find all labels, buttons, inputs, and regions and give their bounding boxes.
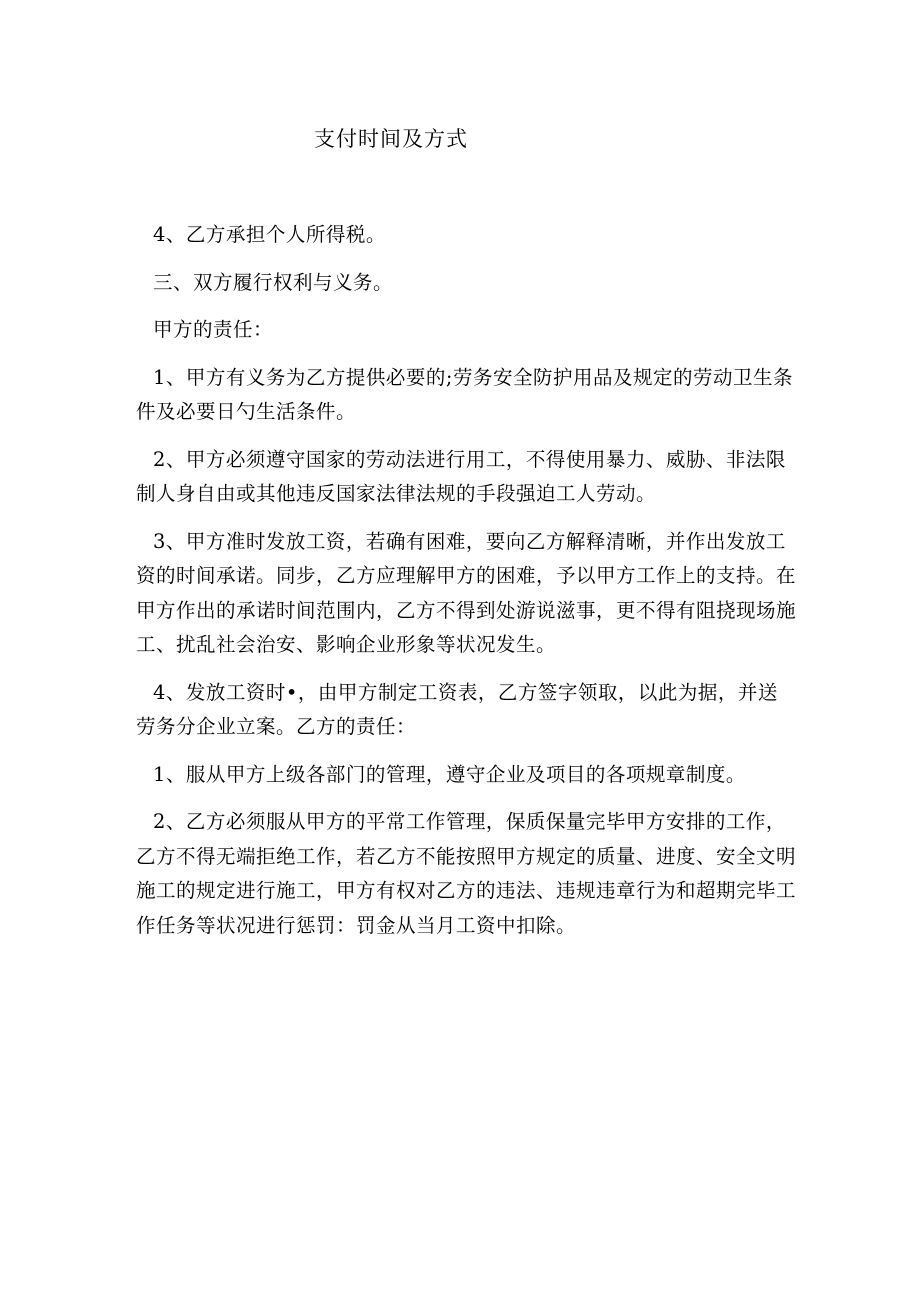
paragraph-party-a-duty-2: 2、甲方必须遵守国家的劳动法进行用工，不得使用暴力、威胁、非法限制人身自由或其他违反国家法律法规的手段强迫工人劳动。 bbox=[136, 447, 786, 505]
paragraph-party-b-duty-2: 2、乙方必须服从甲方的平常工作管理，保质保量完毕甲方安排的工作，乙方不得无端拒绝工作，若乙方不能按照甲方规定的质量、进度、安全文明施工的规定进行施工，甲方有权对乙方的违法、违规违章行为和超期完毕工作任务等状况进行惩罚：罚金从当月工资中扣除。 bbox=[136, 810, 797, 937]
paragraph-party-a-duty-1: 1、甲方有义务为乙方提供必要的;劳务安全防护用品及规定的劳动卫生条件及必要日勺生活条件。 bbox=[136, 365, 793, 423]
paragraph-income-tax: 4、乙方承担个人所得税。 bbox=[153, 223, 386, 246]
paragraph-party-a-duty-4: 4、发放工资时•，由甲方制定工资表，乙方签字领取，以此为据，并送劳务分企业立案。乙方的责任： bbox=[136, 680, 778, 738]
document-title: 支付时间及方式 bbox=[314, 127, 468, 151]
document-body bbox=[136, 218, 796, 956]
section-heading-rights-obligations: 三、双方履行权利与义务。 bbox=[153, 270, 394, 294]
paragraph-party-a-duty-3: 3、甲方准时发放工资，若确有困难，要向乙方解释清晰，并作出发放工资的时间承诺。同步，乙方应理解甲方的困难，予以甲方工作上的支持。在甲方作出的承诺时间范围内，乙方不得到处游说滋事，更不得有阻挠现场施工、扰乱社会治安、影响企业形象等状况发生。 bbox=[136, 529, 797, 656]
subheading-party-a-duties: 甲方的责任： bbox=[153, 318, 274, 341]
paragraph-party-b-duty-1: 1、服从甲方上级各部门的管理，遵守企业及项目的各项规章制度。 bbox=[153, 762, 746, 786]
